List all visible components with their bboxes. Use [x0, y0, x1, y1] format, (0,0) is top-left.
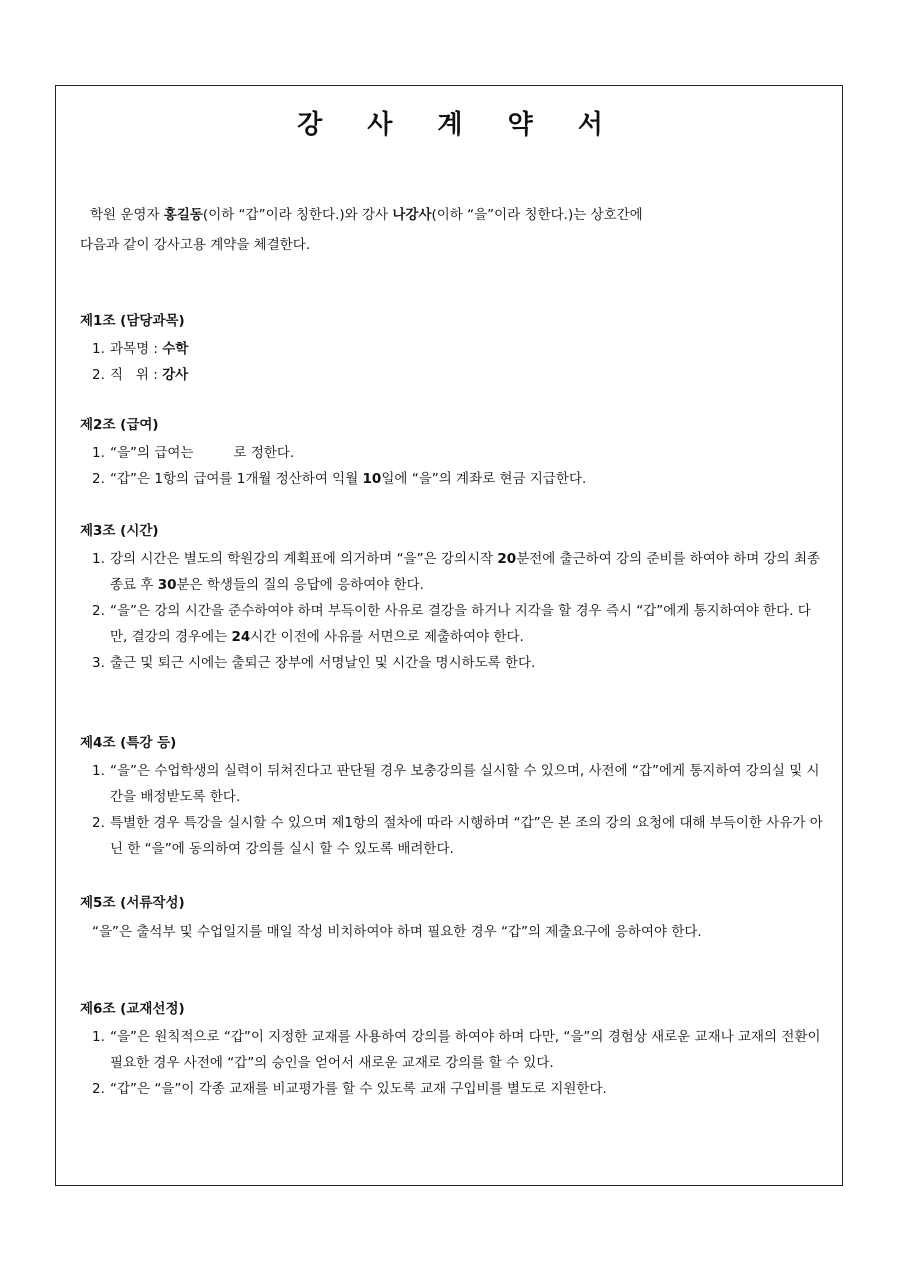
item-number: 1. — [92, 445, 105, 461]
article-heading: 제4조 (특강 등) — [80, 735, 177, 751]
item-number: 2. — [92, 471, 105, 487]
item-number: 3. — [92, 655, 105, 671]
item-number: 1. — [92, 341, 105, 357]
item-number: 1. — [92, 551, 105, 567]
article-text: “을”은 출석부 및 수업일지를 매일 작성 비치하여야 하며 필요한 경우 “갑”의 제출요구에 응하여야 한다. — [92, 924, 702, 940]
intro-text: (이하 “갑”이라 칭한다.)와 강사 — [202, 207, 393, 223]
article-3 — [80, 520, 828, 676]
article-item — [80, 440, 828, 466]
article-item — [80, 362, 828, 388]
article-item — [80, 810, 828, 862]
document-title: 강 사 계 약 서 — [297, 110, 621, 140]
article-heading: 제3조 (시간) — [80, 523, 159, 539]
operator-name: 홍길동 — [163, 207, 203, 223]
item-text: “을”은 강의 시간을 준수하여야 하며 부득이한 사유로 결강을 하거나 지각을 할 경우 즉시 “갑”에게 통지하여야 한다. 다만, 결강의 경우에는 — [110, 603, 811, 645]
article-item — [80, 336, 828, 362]
notice-hours: 24 — [231, 629, 251, 645]
item-text: 시간 이전에 사유를 서면으로 제출하여야 한다. — [250, 629, 524, 645]
minutes-after: 30 — [157, 577, 177, 593]
article-item — [80, 466, 828, 492]
item-text: 출근 및 퇴근 시에는 출퇴근 장부에 서명날인 및 시간을 명시하도록 한다. — [110, 655, 536, 671]
item-text: “갑”은 1항의 급여를 1개월 정산하여 익월 — [110, 471, 363, 487]
article-item — [80, 758, 828, 810]
pay-day: 10 — [362, 471, 382, 487]
item-label: 과목명 : — [110, 341, 163, 357]
item-text: 일에 “을”의 계좌로 현금 지급한다. — [381, 471, 587, 487]
item-number: 2. — [92, 367, 105, 383]
article-item — [80, 546, 828, 598]
item-text: 로 정한다. — [233, 445, 295, 461]
article-heading: 제2조 (급여) — [80, 417, 159, 433]
article-4 — [80, 732, 828, 862]
item-text: 분전에 출근하여 강의 준비를 하여야 하며 강의 최종 종료 후 — [110, 551, 821, 593]
article-item — [80, 1076, 828, 1102]
intro-text: 학원 운영자 — [90, 207, 164, 223]
item-number: 1. — [92, 763, 105, 779]
article-heading: 제6조 (교재선정) — [80, 1001, 185, 1017]
item-text: “을”은 원칙적으로 “갑”이 지정한 교재를 사용하여 강의를 하여야 하며 다만, “을”의 경험상 새로운 교재나 교재의 전환이 필요한 경우 사전에 “갑”의 승인을 얻어서 새로운 교재로 강의를 할 수 있다. — [110, 1029, 821, 1071]
article-2 — [80, 414, 828, 492]
minutes-before: 20 — [497, 551, 517, 567]
item-text: 강의 시간은 별도의 학원강의 계획표에 의거하며 “을”은 강의시작 — [110, 551, 498, 567]
intro-line-1 — [80, 200, 828, 230]
subject-value: 수학 — [162, 341, 189, 357]
item-text: “을”은 수업학생의 실력이 뒤쳐진다고 판단될 경우 보충강의를 실시할 수 있으며, 사전에 “갑”에게 통지하여 강의실 및 시간을 배정받도록 한다. — [110, 763, 820, 805]
item-number: 2. — [92, 815, 105, 831]
item-text: “을”의 급여는 — [110, 445, 194, 461]
item-label: 직 위 : — [110, 367, 163, 383]
item-number: 2. — [92, 1081, 105, 1097]
intro-paragraph — [80, 200, 828, 260]
intro-line-2: 다음과 같이 강사고용 계약을 체결한다. — [80, 237, 311, 253]
item-number: 2. — [92, 603, 105, 619]
article-item — [80, 650, 828, 676]
article-5 — [80, 892, 828, 946]
article-6 — [80, 998, 828, 1102]
article-1 — [80, 310, 828, 388]
intro-text: (이하 “을”이라 칭한다.)는 상호간에 — [431, 207, 643, 223]
item-text: 분은 학생들의 질의 응답에 응하여야 한다. — [176, 577, 424, 593]
article-heading: 제5조 (서류작성) — [80, 895, 185, 911]
item-number: 1. — [92, 1029, 105, 1045]
item-text: 특별한 경우 특강을 실시할 수 있으며 제1항의 절차에 따라 시행하며 “갑”은 본 조의 강의 요청에 대해 부득이한 사유가 아닌 한 “을”에 동의하여 강의를 실시 할 수 있도록 배려한다. — [110, 815, 823, 857]
item-text: “갑”은 “을”이 각종 교재를 비교평가를 할 수 있도록 교재 구입비를 별도로 지원한다. — [110, 1081, 607, 1097]
lecturer-name: 나강사 — [392, 207, 432, 223]
position-value: 강사 — [162, 367, 189, 383]
article-item — [80, 598, 828, 650]
article-heading: 제1조 (담당과목) — [80, 313, 185, 329]
article-item — [80, 1024, 828, 1076]
